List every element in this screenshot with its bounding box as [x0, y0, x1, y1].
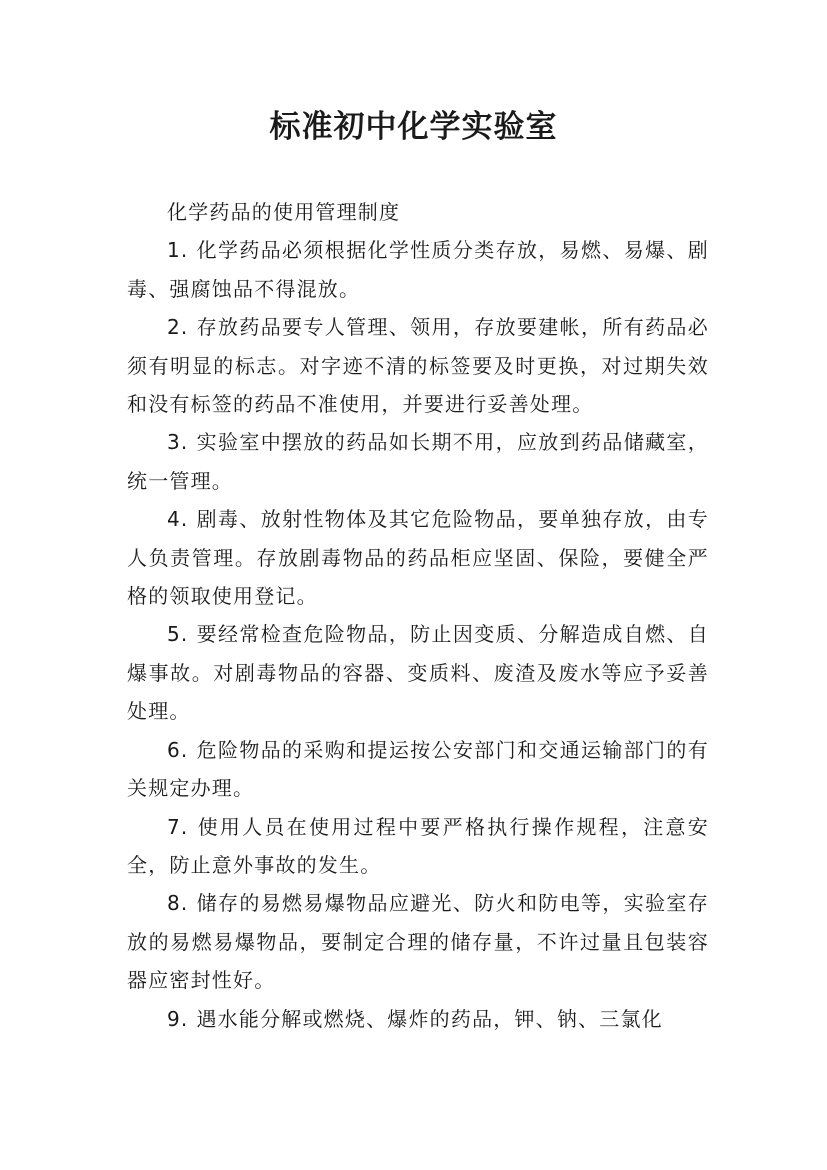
rule-text: 剧毒、放射性物体及其它危险物品，要单独存放，由专人负责管理。存放剧毒物品的药品柜应坚固、保险，要健全严格的领取使用登记。 — [127, 507, 709, 609]
rule-number: 1. — [167, 238, 189, 263]
rule-paragraph — [127, 423, 709, 500]
rule-number: 7. — [167, 814, 189, 839]
document-body — [127, 193, 709, 1038]
rule-paragraph — [127, 231, 709, 308]
rule-number: 4. — [167, 507, 189, 532]
rule-number: 5. — [167, 622, 189, 647]
rule-number: 2. — [167, 315, 189, 340]
rule-text: 要经常检查危险物品，防止因变质、分解造成自燃、自爆事故。对剧毒物品的容器、变质料、废渣及废水等应予妥善处理。 — [127, 622, 709, 724]
rule-text: 化学药品必须根据化学性质分类存放，易燃、易爆、剧毒、强腐蚀品不得混放。 — [127, 238, 709, 301]
rule-paragraph — [127, 308, 709, 423]
rule-text: 储存的易燃易爆物品应避光、防火和防电等，实验室存放的易燃易爆物品，要制定合理的储存量，不许过量且包装容器应密封性好。 — [127, 891, 709, 993]
rule-paragraph — [127, 1000, 709, 1038]
rule-text: 危险物品的采购和提运按公安部门和交通运输部门的有关规定办理。 — [127, 737, 709, 801]
rule-text: 实验室中摆放的药品如长期不用，应放到药品储藏室，统一管理。 — [127, 430, 709, 493]
rule-text: 存放药品要专人管理、领用，存放要建帐，所有药品必须有明显的标志。对字迹不清的标签要及时更换，对过期失效和没有标签的药品不准使用，并要进行妥善处理。 — [127, 315, 709, 417]
rule-number: 6. — [167, 737, 189, 762]
rule-number: 3. — [167, 430, 189, 455]
section-heading: 化学药品的使用管理制度 — [167, 200, 401, 224]
rule-paragraph — [127, 615, 709, 730]
rule-number: 9. — [167, 1006, 189, 1031]
rule-paragraph — [127, 500, 709, 615]
rule-paragraph — [127, 731, 709, 808]
rule-text: 遇水能分解或燃烧、爆炸的药品，钾、钠、三氯化 — [196, 1006, 663, 1031]
rule-paragraph — [127, 884, 709, 999]
rule-text: 使用人员在使用过程中要严格执行操作规程，注意安全，防止意外事故的发生。 — [127, 814, 709, 877]
document-title: 标准初中化学实验室 — [269, 109, 558, 145]
rule-paragraph — [127, 808, 709, 885]
rule-number: 8. — [167, 891, 189, 916]
